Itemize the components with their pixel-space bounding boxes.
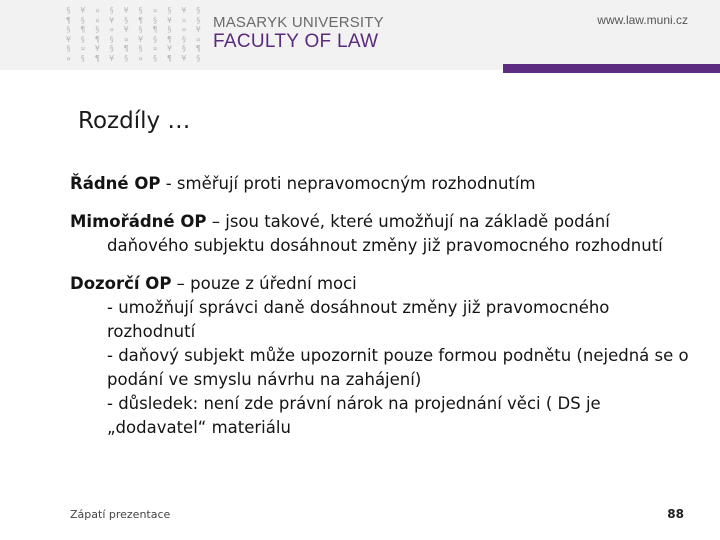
university-name: MASARYK UNIVERSITY bbox=[213, 14, 384, 31]
slide-content bbox=[70, 172, 690, 454]
list-item bbox=[70, 272, 690, 440]
slide-title: Rozdíly … bbox=[78, 108, 191, 134]
website-url[interactable]: www.law.muni.cz bbox=[597, 13, 688, 27]
sub-item: - daňový subjekt může upozornit pouze formou podnětu (nejedná se o podání ve smyslu návrhu na zahájení) bbox=[107, 346, 689, 389]
item-term: Mimořádné OP bbox=[70, 212, 207, 231]
page-number: 88 bbox=[667, 507, 684, 521]
slide-header bbox=[0, 0, 720, 70]
item-text: – pouze z úřední moci bbox=[171, 274, 357, 293]
sub-item: - důsledek: není zde právní nárok na projednání věci ( DS je „dodavatel“ materiálu bbox=[107, 394, 601, 437]
item-term: Řádné OP bbox=[70, 174, 161, 193]
item-term: Dozorčí OP bbox=[70, 274, 172, 293]
sub-item: - umožňují správci daně dosáhnout změny již pravomocného rozhodnutí bbox=[107, 298, 610, 341]
list-item bbox=[70, 172, 690, 196]
item-text: – jsou takové, které umožňují na základě podání daňového subjektu dosáhnout změny již pravomocného rozhodnutí bbox=[107, 212, 663, 255]
header-accent-bar bbox=[503, 64, 720, 73]
muni-pattern-logo-icon: § ¥ ¤ § ¥ § ¤ § ¥ § ¶ § ¤ ¥ § ¶ § ¥ ¤ § § ¶ § ¤ ¥ § ¶ § ¤ ¥ ¥ § ¶ § ¤ ¥ § ¶ § ¤ § ¤ ¥ § ¶ § ¤ ¥ § ¶ ¤ § ¶ ¥ § ¤ § ¶ ¥ § bbox=[66, 6, 204, 63]
faculty-name: FACULTY OF LAW bbox=[213, 31, 379, 52]
list-item bbox=[70, 210, 690, 258]
item-text: - směřují proti nepravomocným rozhodnutím bbox=[160, 174, 536, 193]
footer-text: Zápatí prezentace bbox=[70, 508, 171, 521]
